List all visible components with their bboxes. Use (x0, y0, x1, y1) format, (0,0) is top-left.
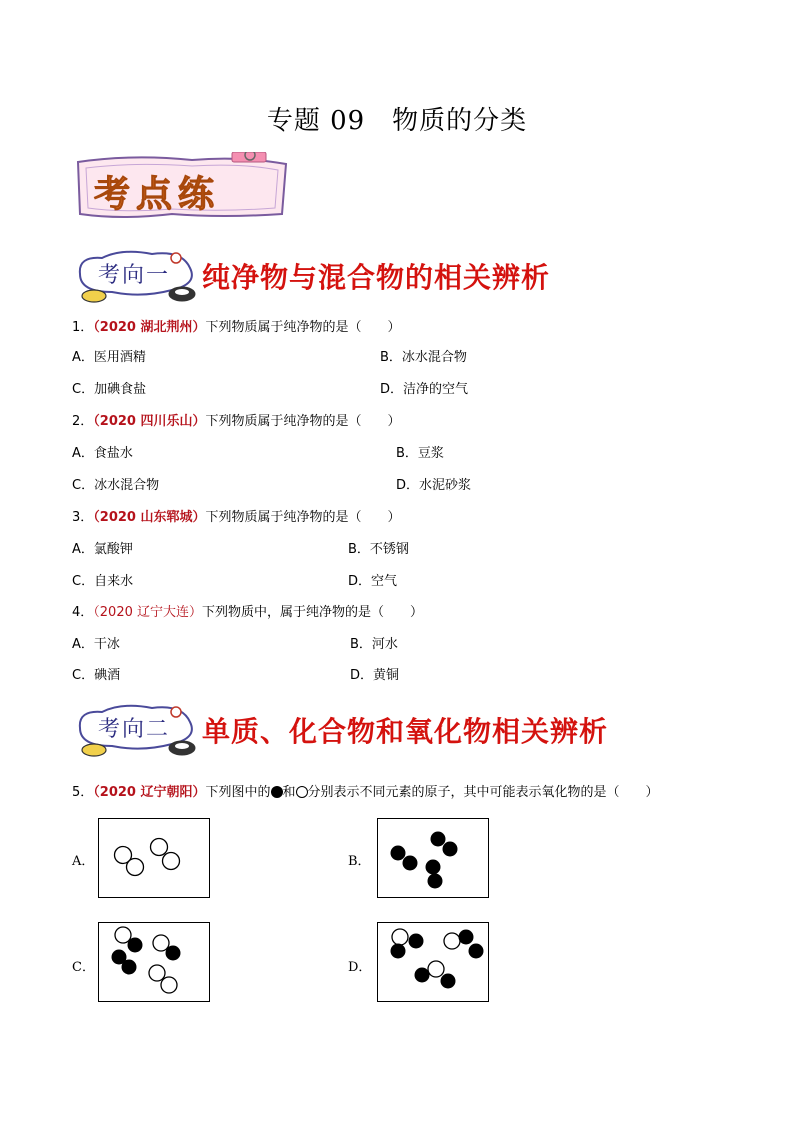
question-stem-connector: 和 (282, 785, 296, 800)
question-stem: 下列图中的 (205, 785, 271, 800)
question-1 (72, 316, 401, 335)
question-source: （2020 辽宁朝阳） (93, 785, 206, 800)
option-5a-diagram[interactable] (98, 818, 210, 898)
question-number: 1． (72, 320, 94, 335)
molecule-diagram-a (99, 819, 209, 897)
option-2d[interactable]: D．水泥砂浆 (396, 478, 472, 493)
option-1a[interactable]: A．医用酒精 (72, 350, 146, 365)
option-4b[interactable]: B．河水 (350, 637, 398, 652)
option-5d-label[interactable]: D． (348, 960, 372, 975)
option-4a[interactable]: A．干冰 (72, 637, 120, 652)
question-3 (72, 506, 401, 525)
option-3a[interactable]: A．氯酸钾 (72, 542, 133, 557)
question-5 (72, 781, 659, 800)
question-stem: 下列物质属于纯净物的是（ ） (205, 510, 401, 525)
question-number: 5． (72, 785, 94, 800)
question-stem-tail: 分别表示不同元素的原子，其中可能表示氧化物的是（ ） (307, 785, 659, 800)
topic-banner (72, 152, 292, 222)
question-source: （2020 湖北荆州） (93, 320, 206, 335)
option-1b[interactable]: B．冰水混合物 (380, 350, 467, 365)
option-2a[interactable]: A．食盐水 (72, 446, 133, 461)
question-4 (72, 601, 423, 620)
section-badge-2 (72, 700, 202, 760)
banner-text: 考点练 (94, 174, 221, 215)
question-number: 3． (72, 510, 94, 525)
option-5b-diagram[interactable] (377, 818, 489, 898)
section-badge-text-1: 考向一 (98, 263, 171, 288)
molecule-diagram-c (99, 923, 209, 1001)
option-5c-label[interactable]: C． (72, 960, 95, 975)
page-title: 专题 09 物质的分类 (266, 106, 528, 136)
option-4c[interactable]: C．碘酒 (72, 668, 121, 683)
section-title-2: 单质、化合物和氧化物相关辨析 (202, 715, 609, 748)
option-2b[interactable]: B．豆浆 (396, 446, 444, 461)
option-2c[interactable]: C．冰水混合物 (72, 478, 160, 493)
black-atom-icon (271, 786, 283, 798)
question-source: （2020 山东郓城） (93, 510, 206, 525)
option-3d[interactable]: D．空气 (348, 574, 398, 589)
section-badge-text-2: 考向二 (98, 717, 171, 742)
white-atom-icon (296, 786, 308, 798)
option-5a-label[interactable]: A． (72, 854, 95, 869)
question-number: 4． (72, 605, 94, 620)
option-4d[interactable]: D．黄铜 (350, 668, 400, 683)
molecule-diagram-b (378, 819, 488, 897)
section-title-1: 纯净物与混合物的相关辨析 (202, 261, 551, 294)
option-1c[interactable]: C．加碘食盐 (72, 382, 147, 397)
question-stem: 下列物质属于纯净物的是（ ） (205, 320, 401, 335)
question-2 (72, 410, 401, 429)
section-badge-1 (72, 246, 202, 306)
molecule-diagram-d (378, 923, 488, 1001)
question-number: 2． (72, 414, 94, 429)
question-stem: 下列物质属于纯净物的是（ ） (205, 414, 401, 429)
option-1d[interactable]: D．洁净的空气 (380, 382, 469, 397)
question-source: （2020 四川乐山） (93, 414, 206, 429)
option-5d-diagram[interactable] (377, 922, 489, 1002)
question-stem: 下列物质中，属于纯净物的是（ ） (202, 605, 424, 620)
option-5b-label[interactable]: B． (348, 854, 371, 869)
question-source: （2020 辽宁大连） (93, 605, 202, 620)
option-3b[interactable]: B．不锈钢 (348, 542, 409, 557)
option-3c[interactable]: C．自来水 (72, 574, 134, 589)
option-5c-diagram[interactable] (98, 922, 210, 1002)
